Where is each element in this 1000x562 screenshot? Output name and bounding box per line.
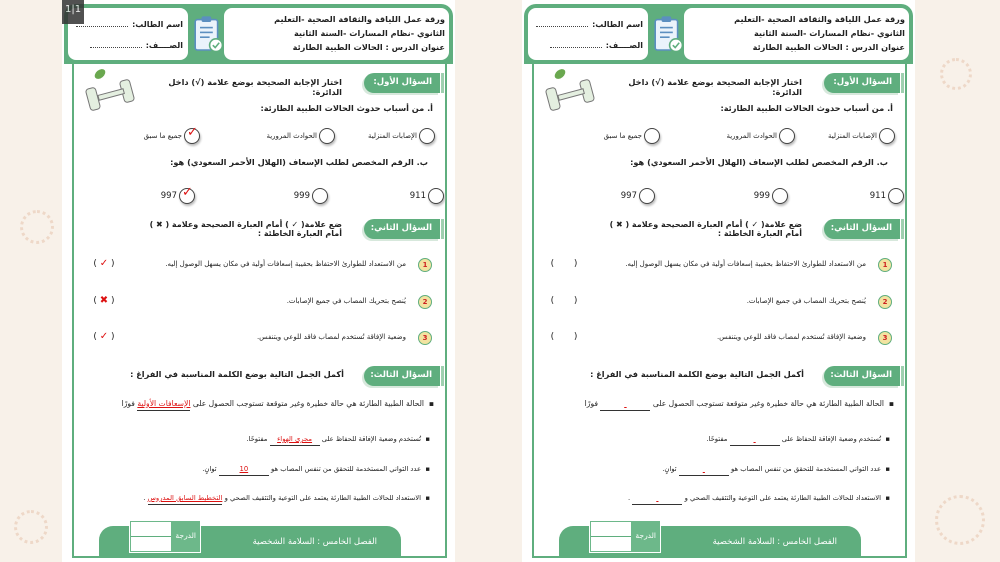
option-label: جميع ما سبق <box>603 132 642 140</box>
worksheet-title-box <box>684 8 909 60</box>
bullet: ▪ <box>884 399 894 408</box>
option-item[interactable] <box>726 128 795 144</box>
statement-text: من الاستعداد للطوارئ الاحتفاظ بحقيبة إسعافات أولية في مكان يسهل الوصول إليه. <box>165 260 406 268</box>
answer-mark: ✓ <box>99 258 109 269</box>
question-3-label: السؤال الثالث: <box>824 366 900 386</box>
blank-field[interactable] <box>632 492 682 505</box>
worksheet-content <box>72 62 447 558</box>
answer-parentheses[interactable]: ( ) <box>550 332 578 342</box>
grade-label: الدرجة <box>175 531 196 540</box>
sentence-start: الحالة الطبية الطارئة هي حالة خطيرة وغير متوقعة تستوجب الحصول على <box>652 399 885 408</box>
grade-label: الدرجة <box>635 531 656 540</box>
question-3-label: السؤال الثالث: <box>364 366 440 386</box>
option-label: 911 <box>869 191 886 201</box>
option-item[interactable] <box>870 188 904 204</box>
option-label: الحوادث المرورية <box>266 132 317 140</box>
answer-mark: ✓ <box>99 331 109 342</box>
question-2-instruction: ضع علامة( ✓ ) أمام العبارة الصحيحة وعلامة ( ✖ ) أمام العبارة الخاطئة : <box>149 220 342 238</box>
option-item[interactable] <box>160 185 195 204</box>
option-radio[interactable] <box>419 128 435 144</box>
blank-field[interactable] <box>600 398 650 411</box>
answer-mark <box>557 295 571 306</box>
blank-field[interactable]: 10 <box>219 463 269 476</box>
answer-parentheses[interactable]: ( ) <box>550 259 578 269</box>
question-1b-text: ب. الرقم المخصص لطلب الإسعاف (الهلال الأحمر السعودي) هو: <box>630 157 888 167</box>
class-label: الصــــف: <box>605 41 643 50</box>
question-1a-text: أ. من أسباب حدوث الحالات الطبية الطارئة: <box>720 103 893 113</box>
option-label: الإصابات المنزلية <box>827 132 877 140</box>
student-info-box <box>528 8 648 60</box>
option-radio[interactable] <box>179 185 195 204</box>
option-label: 911 <box>409 191 426 201</box>
student-name-field[interactable] <box>536 17 588 27</box>
chapter-title: الفصل الخامس : السلامة الشخصية <box>712 537 837 547</box>
grade-field[interactable] <box>591 522 631 551</box>
fill-in-sentence <box>84 398 434 411</box>
bullet: ▪ <box>421 465 430 473</box>
blank-field[interactable]: مجرى الهواء <box>270 433 320 446</box>
class-row <box>68 35 183 56</box>
fill-in-sentence <box>544 398 894 411</box>
fill-in-sentence <box>80 463 430 476</box>
fill-in-sentence <box>540 433 890 446</box>
sentence-end: ثوانٍ. <box>662 465 677 473</box>
option-radio[interactable] <box>772 188 788 204</box>
option-radio[interactable] <box>184 125 200 144</box>
sentence-start: الحالة الطبية الطارئة هي حالة خطيرة وغير متوقعة تستوجب الحصول على <box>192 399 425 408</box>
option-radio[interactable] <box>879 128 895 144</box>
question-1-label: السؤال الأول: <box>824 73 900 93</box>
blank-field[interactable]: التخطيط السابق المدروس <box>148 492 223 505</box>
worksheet-content <box>532 62 907 558</box>
sentence-start: الاستعداد للحالات الطبية الطارئة يعتمد على التوعية والتثقيف الصحي و <box>224 494 422 502</box>
grade-field[interactable] <box>131 522 171 551</box>
sentence-start: عدد الثواني المستخدمة للتحقق من تنفس المصاب هو <box>731 465 882 473</box>
answer-mark <box>557 258 571 269</box>
title-line: الثانوي -نظام المسارات -السنة الثانية <box>293 28 445 38</box>
chapter-title: الفصل الخامس : السلامة الشخصية <box>252 537 377 547</box>
sentence-end: مفتوحًا. <box>246 435 268 443</box>
sentence-end: فورًا <box>121 399 135 408</box>
title-line: ورقة عمل اللياقة والثقافة الصحية -التعليم <box>734 14 905 24</box>
class-field[interactable] <box>550 38 602 48</box>
sentence-end: ثوانٍ. <box>202 465 217 473</box>
title-line: الثانوي -نظام المسارات -السنة الثانية <box>753 28 905 38</box>
option-label: 999 <box>293 191 310 201</box>
checkmark-icon: ✓ <box>187 125 198 140</box>
option-label: جميع ما سبق <box>143 132 182 140</box>
question-1-instruction: اختار الإجابة الصحيحة بوضع علامة (√) داخل الدائرة: <box>628 77 802 97</box>
statement-text: يُنصح بتحريك المصاب في جميع الإصابات. <box>286 297 406 305</box>
clipboard-icon <box>192 14 224 54</box>
answer-parentheses[interactable]: ( ✓ ) <box>93 258 115 269</box>
sentence-start: تُستخدم وضعية الإفاقة للحفاظ على <box>781 435 882 443</box>
option-radio[interactable] <box>312 188 328 204</box>
student-name-row <box>68 14 183 35</box>
option-radio[interactable] <box>319 128 335 144</box>
option-radio[interactable] <box>639 188 655 204</box>
item-number-badge: 1 <box>878 258 892 272</box>
bullet: ▪ <box>881 494 890 502</box>
option-label: 997 <box>160 191 177 201</box>
option-radio[interactable] <box>644 128 660 144</box>
option-radio[interactable] <box>779 128 795 144</box>
option-item[interactable] <box>604 128 660 144</box>
virus-decoration <box>20 210 54 244</box>
item-number-badge: 1 <box>418 258 432 272</box>
answer-parentheses[interactable]: ( ) <box>550 296 578 306</box>
virus-decoration <box>14 510 48 544</box>
fill-in-sentence <box>80 492 430 505</box>
question-2-label: السؤال الثاني: <box>364 219 440 239</box>
answer-parentheses[interactable]: ( ✓ ) <box>93 331 115 342</box>
answer-parentheses[interactable]: ( ✖ ) <box>93 295 115 306</box>
sentence-end: فورًا <box>584 399 599 408</box>
blank-field[interactable] <box>730 433 780 446</box>
question-2-instruction: ضع علامة( ✓ ) أمام العبارة الصحيحة وعلامة ( ✖ ) أمام العبارة الخاطئة : <box>609 220 802 238</box>
fill-in-sentence <box>80 433 430 446</box>
clipboard-icon <box>652 14 684 54</box>
sentence-end: مفتوحًا. <box>706 435 728 443</box>
bullet: ▪ <box>881 435 890 443</box>
class-field[interactable] <box>90 38 142 48</box>
item-number-badge: 3 <box>878 331 892 345</box>
sentence-end: . <box>628 494 631 502</box>
option-label: 999 <box>753 191 770 201</box>
title-line: ورقة عمل اللياقة والثقافة الصحية -التعليم <box>274 14 445 24</box>
statement-text: من الاستعداد للطوارئ الاحتفاظ بحقيبة إسعافات أولية في مكان يسهل الوصول إليه. <box>625 260 866 268</box>
blank-field[interactable] <box>679 463 729 476</box>
statement-text: وضعية الإفاقة تُستخدم لمصاب فاقد للوعي ويتنفس. <box>256 333 406 341</box>
answer-mark <box>557 331 571 342</box>
option-label: الحوادث المرورية <box>726 132 777 140</box>
worksheet-page-blank <box>522 0 915 562</box>
sentence-end: . <box>143 494 146 502</box>
item-number-badge: 3 <box>418 331 432 345</box>
virus-decoration <box>935 495 985 545</box>
worksheet-page-answered <box>62 0 455 562</box>
bullet: ▪ <box>421 435 430 443</box>
page-indicator: 1|1 <box>62 0 84 24</box>
worksheet-title-box <box>224 8 449 60</box>
class-row <box>528 35 643 56</box>
grade-box <box>589 520 661 553</box>
worksheet-header <box>64 4 453 64</box>
item-number-badge: 2 <box>418 295 432 309</box>
option-item[interactable] <box>828 128 895 144</box>
statement-text: يُنصح بتحريك المصاب في جميع الإصابات. <box>746 297 866 305</box>
sentence-start: عدد الثواني المستخدمة للتحقق من تنفس المصاب هو <box>271 465 422 473</box>
option-label: 997 <box>620 191 637 201</box>
student-info-box <box>68 8 188 60</box>
item-number-badge: 2 <box>878 295 892 309</box>
bullet: ▪ <box>424 399 434 408</box>
student-name-label: اسم الطالب: <box>132 20 183 29</box>
question-1b-text: ب. الرقم المخصص لطلب الإسعاف (الهلال الأحمر السعودي) هو: <box>170 157 428 167</box>
bullet: ▪ <box>421 494 430 502</box>
option-radio[interactable] <box>888 188 904 204</box>
option-item[interactable] <box>294 188 328 204</box>
checkmark-icon: ✓ <box>182 185 193 200</box>
grade-box <box>129 520 201 553</box>
question-1-label: السؤال الأول: <box>364 73 440 93</box>
option-item[interactable] <box>368 128 435 144</box>
statement-text: وضعية الإفاقة تُستخدم لمصاب فاقد للوعي ويتنفس. <box>716 333 866 341</box>
question-1-instruction: اختار الإجابة الصحيحة بوضع علامة (√) داخل الدائرة: <box>168 77 342 97</box>
blank-field[interactable]: الإسعافات الأولية <box>137 398 190 411</box>
class-label: الصــــف: <box>145 41 183 50</box>
question-1a-text: أ. من أسباب حدوث الحالات الطبية الطارئة: <box>260 103 433 113</box>
question-3-instruction: أكمل الجمل التالية بوضع الكلمة المناسبة في الفراغ : <box>130 369 344 379</box>
student-name-label: اسم الطالب: <box>592 20 643 29</box>
sentence-start: تُستخدم وضعية الإفاقة للحفاظ على <box>321 435 422 443</box>
fill-in-sentence <box>540 463 890 476</box>
question-2-label: السؤال الثاني: <box>824 219 900 239</box>
lesson-title: عنوان الدرس : الحالات الطبية الطارئة <box>292 42 445 52</box>
option-item[interactable] <box>143 125 200 144</box>
option-label: الإصابات المنزلية <box>367 132 417 140</box>
option-item[interactable] <box>754 188 788 204</box>
option-item[interactable] <box>621 188 655 204</box>
answer-mark: ✖ <box>99 295 109 306</box>
lesson-title: عنوان الدرس : الحالات الطبية الطارئة <box>752 42 905 52</box>
virus-decoration <box>940 58 972 90</box>
question-3-instruction: أكمل الجمل التالية بوضع الكلمة المناسبة في الفراغ : <box>590 369 804 379</box>
option-item[interactable] <box>266 128 335 144</box>
bullet: ▪ <box>881 465 890 473</box>
worksheet-header <box>524 4 913 64</box>
option-item[interactable] <box>410 188 444 204</box>
fill-in-sentence <box>540 492 890 505</box>
sentence-start: الاستعداد للحالات الطبية الطارئة يعتمد على التوعية والتثقيف الصحي و <box>684 494 882 502</box>
option-radio[interactable] <box>428 188 444 204</box>
student-name-row <box>528 14 643 35</box>
